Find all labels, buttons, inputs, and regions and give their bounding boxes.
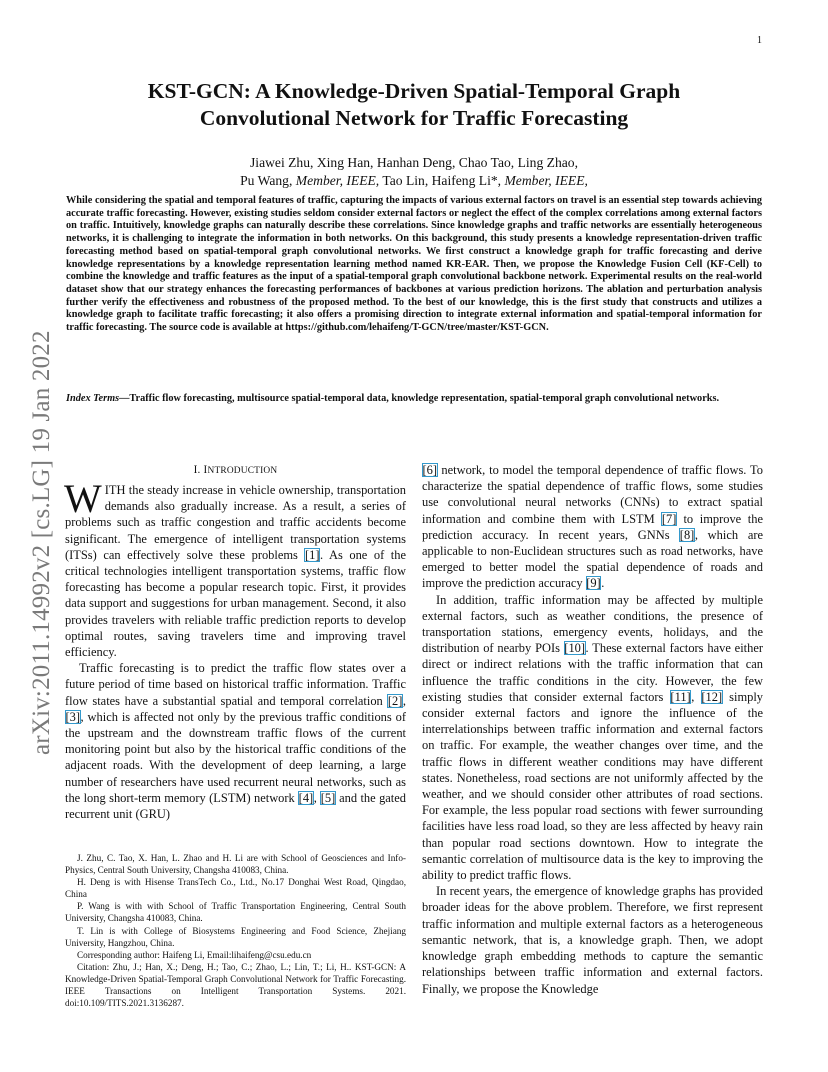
paragraph-text: In addition, traffic information may be affected by multiple external factors, such as weather conditions, the presence of transportation stations, emergency events, holidays, and the distribution of nearby POIs [422, 592, 763, 656]
paragraph-text: , [691, 689, 701, 704]
citation-link[interactable]: [4] [298, 790, 314, 805]
right-paragraph-2 [422, 592, 763, 884]
left-column [65, 462, 406, 822]
intro-paragraph-2 [65, 660, 406, 822]
footnote: Corresponding author: Haifeng Li, Email:lihaifeng@csu.edu.cn [77, 949, 312, 960]
arxiv-stamp-text: arXiv:2011.14992v2 [cs.LG] 19 Jan 2022 [28, 330, 55, 755]
index-terms [66, 393, 762, 406]
paragraph-text: . These external factors have either direct or indirect relations with the traffic information that can influence the traffic conditions in the city. However, the few existing studies that consider external factors [422, 641, 763, 704]
author-list [60, 154, 768, 190]
right-paragraph-3: In recent years, the emergence of knowledge graphs has provided broader ideas for the above problem. Therefore, we first represent traffic information and multiple external factors as a heterogeneous semantic network, that is, a knowledge graph. Then, we adopt knowledge graph embedding methods to capture the semantic relationships between traffic information and external factors. Finally, we propose the Knowledge [422, 884, 763, 996]
intro-paragraph-1 [64, 476, 406, 660]
author-name: Pu Wang, [240, 173, 293, 188]
author-membership: Member, IEEE, [295, 173, 380, 188]
citation-link[interactable]: [5] [320, 790, 336, 805]
citation-link[interactable]: [12] [701, 689, 723, 704]
paragraph-text: . As one of the critical technologies intelligent transportation systems, traffic flow forecasting has become a popular research topic. First, it provides data support and suggestions for urban management. Second, it also provides travelers with reliable traffic prediction reports to develop optimal routes, saving travelers time and improving travel efficiency. [65, 547, 406, 660]
abstract: While considering the spatial and temporal features of traffic, capturing the impacts of various external factors on travel is an essential step towards achieving accurate traffic forecasting. However, existing studies seldom consider external factors or neglect the effect of the complex correlations among external factors on traffic. Intuitively, knowledge graphs can naturally describe these correlations. Since knowledge graphs and traffic networks are essentially heterogeneous networks, it is challenging to integrate the information in both networks. On this background, this study presents a knowledge representation-driven traffic forecasting method based on spatial-temporal graph convolutional networks. We first construct a knowledge graph for traffic forecasting and derive knowledge representations by a knowledge representation learning method named KR-EAR. Then, we propose the Knowledge Fusion Cell (KF-Cell) to combine the knowledge and traffic features as the input of a spatial-temporal graph convolutional backbone network. Experimental results on the real-world dataset show that our strategy enhances the forecasting performances of backbones at various prediction horizons. The ablation and perturbation analysis further verify the effectiveness and robustness of the proposed method. To the best of our knowledge, this is the first study that constructs and utilizes a knowledge graph to facilitate traffic forecasting; it also offers a promising direction to integrate external information and spatial-temporal information for traffic forecasting. The source code is available at https://github.com/lehaifeng/T-GCN/tree/master/KST-GCN. [66, 195, 762, 334]
paragraph-text: ITH the steady increase in vehicle ownership, transportation demands also gradually increase. As a result, a series of problems such as traffic congestion and traffic accidents become significant. The emergence of intelligent transportation systems (ITSs) can effectively solve these problems [65, 483, 406, 562]
citation-link[interactable]: [6] [422, 463, 438, 477]
footnotes [65, 852, 406, 1009]
author-names: Tao Lin, Haifeng Li*, [382, 173, 502, 188]
paragraph-text: . [601, 576, 605, 591]
paragraph-text: simply consider external factors and ignore the influence of the interrelationships between traffic information and external factors on traffic. For example, the weather changes over time, and the traffic flows in different weather conditions may have different states. Nonetheless, road sections are not uniformly affected by the weather, and we should consider other attributes of road sections. For example, the less popular road sections with fewer surrounding facilities have less road load, so they are less affected by heavy rain than popular road sections downtown. How to integrate the semantic correlation of multisource data is the key to improving the ability to predict traffic flows. [422, 689, 764, 883]
paragraph-text: network, to model the temporal dependence of traffic flows. To characterize the spatial dependence of traffic flows, some studies use convolutional neural networks (CNNs) to extract spatial information and combine them with LSTM [422, 463, 763, 526]
paragraph-text: to improve the prediction accuracy. In recent years, GNNs [422, 511, 763, 542]
paragraph-text: Traffic forecasting is to predict the traffic flow states over a future period of time based on historical traffic information. Traffic flow states have a substantial spatial and temporal correlation [65, 661, 406, 708]
right-column [422, 462, 763, 997]
drop-cap: W [64, 476, 102, 521]
section-title: INTRODUCTION [203, 464, 278, 476]
paragraph-text: , [402, 693, 406, 708]
author-membership: Member, IEEE, [504, 173, 588, 188]
footnote: P. Wang is with with School of Traffic Transportation Engineering, Central South University, Changsha 410083, China. [65, 901, 406, 924]
footnote: T. Lin is with College of Biosystems Engineering and Food Science, Zhejiang University, Hangzhou, China. [65, 925, 406, 948]
citation-link[interactable]: [1] [304, 547, 320, 562]
paragraph-text: , which are applicable to non-Euclidean structures such as road networks, have emerged to better model the spatial dependence of roads and improve the prediction accuracy [422, 527, 764, 591]
citation-link[interactable]: [10] [564, 641, 586, 656]
title-line-1: KST-GCN: A Knowledge-Driven Spatial-Temporal Graph [147, 79, 681, 103]
paragraph-text: , [313, 790, 321, 805]
citation-link[interactable]: [3] [65, 709, 81, 724]
section-number: I. [193, 464, 204, 476]
right-paragraph-1 [422, 462, 763, 592]
paragraph-text: and the gated recurrent unit (GRU) [65, 790, 407, 822]
citation-link[interactable]: [2] [387, 693, 403, 708]
index-terms-label: Index Terms [66, 393, 120, 404]
citation-link[interactable]: [9] [586, 576, 601, 591]
index-terms-text: —Traffic flow forecasting, multisource spatial-temporal data, knowledge representation, spatial-temporal graph convolutional networks. [119, 393, 720, 404]
citation-link[interactable]: [11] [670, 689, 691, 704]
page-number: 1 [757, 35, 762, 46]
citation-link[interactable]: [8] [679, 527, 695, 542]
footnote: J. Zhu, C. Tao, X. Han, L. Zhao and H. Li are with School of Geosciences and Info-Physics, Central South University, Changsha 410083, China. [65, 853, 406, 876]
section-heading [65, 462, 406, 479]
citation-link[interactable]: [7] [661, 511, 677, 526]
title-line-2: Convolutional Network for Traffic Forecasting [199, 106, 629, 130]
paragraph-text: , which is affected not only by the previous traffic conditions of the upstream and the downstream traffic flows of the current monitoring point but also by the historical traffic conditions of the adjacent roads. With the development of deep learning, a large number of researchers have used recurrent neural networks, such as the long short-term memory (LSTM) network [65, 709, 406, 805]
authors-line-2 [60, 172, 768, 190]
footnote: Citation: Zhu, J.; Han, X.; Deng, H.; Tao, C.; Zhao, L.; Lin, T.; Li, H.. KST-GCN: A Knowledge-Driven Spatial-Temporal Graph Convolutional Network for Traffic Forecasting. IEEE Transactions on Intelligent Transportation Systems. 2021. doi:10.109/TITS.2021.3136287. [65, 961, 406, 1009]
paper-title [60, 78, 768, 132]
footnote: H. Deng is with Hisense TransTech Co., Ltd., No.17 Donghai West Road, Qingdao, China [65, 877, 406, 900]
authors-line-1: Jiawei Zhu, Xing Han, Hanhan Deng, Chao Tao, Ling Zhao, [250, 155, 578, 170]
